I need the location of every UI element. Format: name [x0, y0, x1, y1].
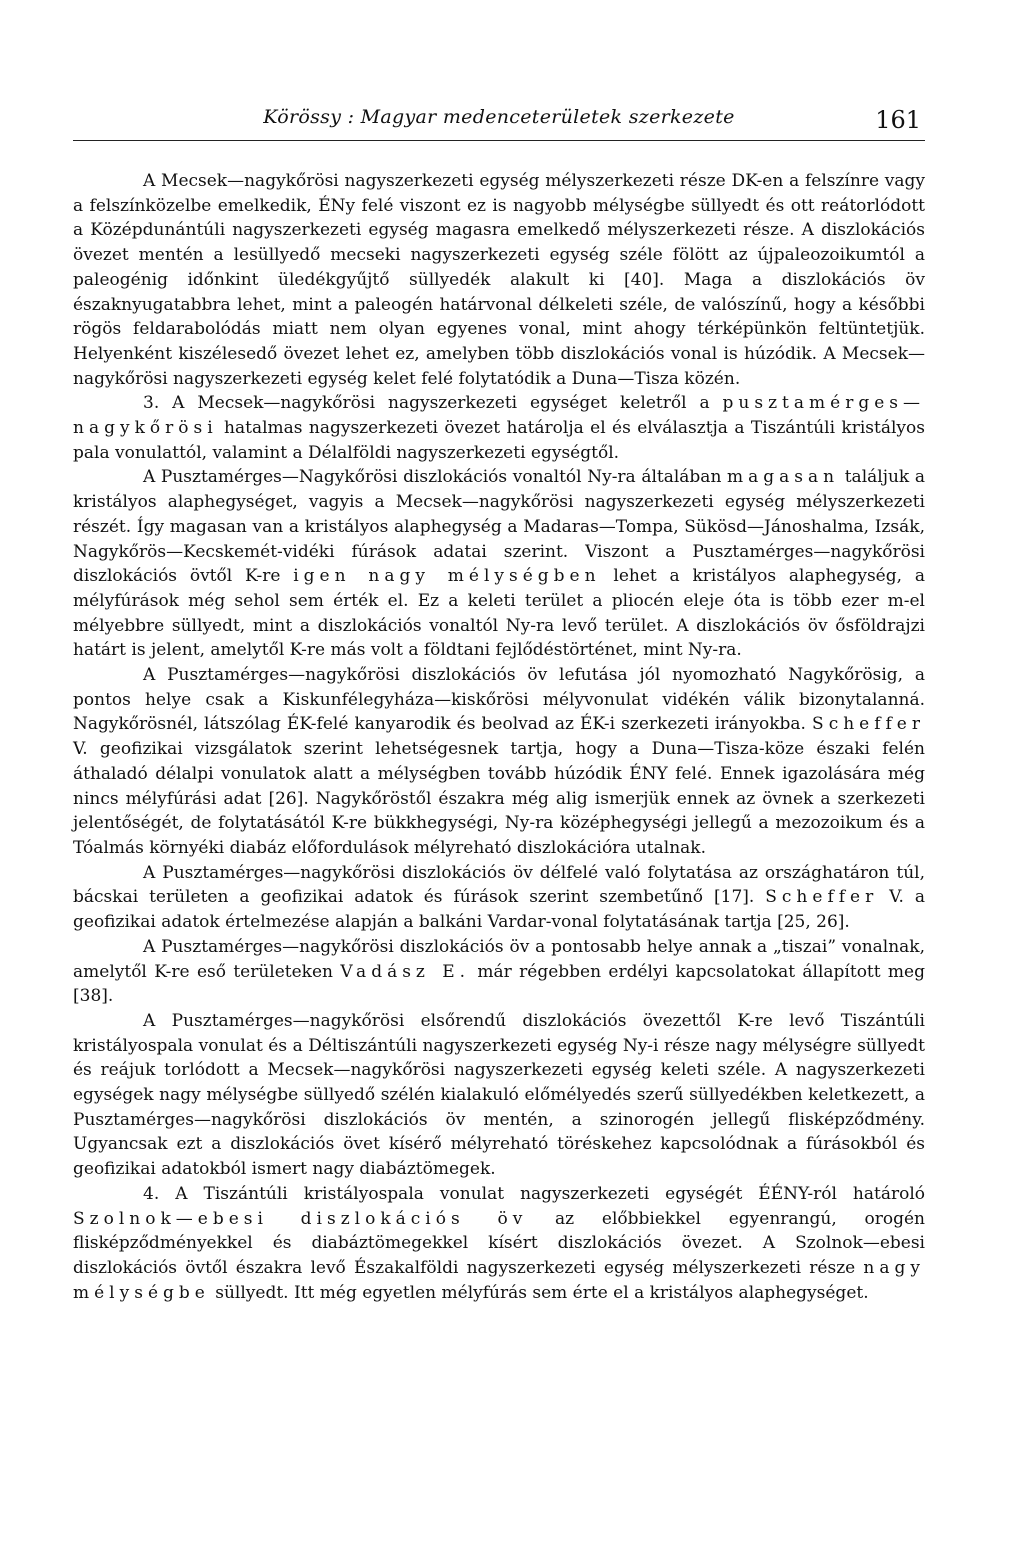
spaced-emphasis: magasan	[727, 467, 840, 488]
text-span: A Mecsek—nagykőrösi nagyszerkezeti egység mélyszerkezeti része DK-en a felszínre vagy a felszínközelbe emelkedik, ÉNy felé viszont ez is nagyobb mélységbe süllyedt és ott reátorlódott a Középdunántúli nagyszerkezeti egység magasra emelkedő mélyszerkezeti része. A diszlokációs övezet mentén a lesüllyedő mecseki nagyszerkezeti egység széle fölött az újpaleozoikumtól a paleogénig időnkint üledékgyűjtő süllyedék alakult ki [40]. Maga a diszlokációs öv északnyugatabbra lehet, mint a paleogén határvonal délkeleti széle, de valószínű, hogy a későbbi rögös feldarabolódás miatt nem olyan egyenes vonal, mint ahogy térképünkön feltüntetjük. Helyenként kiszélesedő övezet lehet ez, amelyben több diszlokációs vonal is húzódik. A Mecsek—nagykőrösi nagyszerkezeti egység kelet felé folytatódik a Duna—Tisza közén.	[73, 171, 925, 389]
text-span: A Pusztamérges—nagykőrösi diszlokációs öv a pontosabb helye annak a „tiszai” vonalnak, amelytől K-re eső területeken	[73, 936, 925, 982]
paragraph-crystalline-basement	[73, 465, 925, 663]
author-name-spaced: Scheffer	[765, 887, 879, 908]
spaced-emphasis: Szolnok—ebesi diszlokációs öv	[73, 1208, 528, 1229]
text-span: süllyedt. Itt még egyetlen mélyfúrás sem érte el a kristályos alaphegységet.	[209, 1282, 869, 1303]
text-span: már régebben erdélyi kapcsolatokat állapított meg [38].	[73, 961, 925, 1007]
paragraph-flysch-formation	[73, 1009, 925, 1182]
paragraph-mecsek-deep-structure	[73, 169, 925, 391]
text-span: lehet a kristályos alaphegység, a mélyfúrások még sehol sem érték el. Ez a keleti terület a pliocén eleje óta is több ezer m-el mélyebbre süllyedt, mint a diszlokációs vonaltól Ny-ra levő terület. A diszlokációs öv ősföldrajzi határt is jelent, amelytől K-re más volt a földtani fejlődéstörténet, mint Ny-ra.	[73, 566, 925, 661]
running-title: Körössy : Magyar medenceterületek szerkezete	[263, 106, 735, 128]
paragraph-southern-continuation	[73, 861, 925, 935]
paragraph-section-3	[73, 391, 925, 465]
running-header	[73, 100, 925, 141]
text-span: A Pusztamérges—nagykőrösi diszlokációs öv lefutása jól nyomozható Nagykőrösig, a pontos helye csak a Kiskunfélegyháza—kiskőrösi mélyvonulat vidékén válik bizonytalanná. Nagykőrösnél, látszólag ÉK-felé kanyarodik és beolvad az ÉK-i szerkezeti irányokba.	[73, 665, 925, 735]
text-span: V. geofizikai vizsgálatok szerint lehetségesnek tartja, hogy a Duna—Tisza-köze északi felén áthaladó délalpi vonulatok alatt a mélységben tovább húzódik ÉNY felé. Ennek igazolására még nincs mélyfúrási adat [26]. Nagykőröstől északra még alig ismerjük ennek az övnek a szerkezeti jelentőségét, de folytatásától K-re bükkhegységi, Ny-ra középhegységi jellegű a mezozoikum és a Tóalmás környéki diabáz előfordulások mélyreható diszlokációra utalnak.	[73, 739, 925, 858]
spaced-emphasis: pusztamérges—nagykőrösi	[73, 393, 925, 439]
author-name-spaced: Scheffer	[812, 714, 925, 735]
document-page	[73, 100, 925, 1305]
text-span: találjuk a kristályos alaphegységet, vagyis a Mecsek—nagykőrösi nagyszerkezeti egység mélyszerkezeti részét. Így magasan van a kristályos alaphegység a Madaras—Tompa, Sükösd—Jánoshalma, Izsák, Nagykőrös—Kecskemét-vidéki fúrások adatai szerint. Viszont a Pusztamérges—nagykőrösi diszlokációs övtől K-re	[73, 467, 925, 587]
text-span: 4. A Tiszántúli kristályospala vonulat nagyszerkezeti egységét ÉÉNY-ról határoló	[143, 1183, 925, 1204]
author-name-spaced: Vadász E.	[340, 961, 471, 982]
body-text	[73, 169, 925, 1305]
text-span: A Pusztamérges—nagykőrösi elsőrendű diszlokációs övezettől K-re levő Tiszántúli kristályospala vonulat és a Déltiszántúli nagyszerkezeti egység Ny-i része nagy mélységre süllyedt és reájuk torlódott a Mecsek—nagykőrösi nagyszerkezeti egység keleti széle. A nagyszerkezeti egységek nagy mélységbe süllyedő szélén kialakuló előmélyedés szerű süllyedékben keletkezett, a Pusztamérges—nagykőrösi diszlokációs öv mentén, a szinorogén jellegű flisképződmény. Ugyancsak ezt a diszlokációs övet kísérő mélyreható töréskehez kapcsolódnak a fúrásokból és geofizikai adatokból ismert nagy diabáztömegek.	[73, 1010, 925, 1180]
text-span: 3. A Mecsek—nagykőrösi nagyszerkezeti egységet keletről a	[143, 393, 723, 414]
paragraph-tiszai-line	[73, 935, 925, 1009]
spaced-emphasis: igen nagy mélységben	[293, 566, 601, 587]
text-span: A Pusztamérges—Nagykőrösi diszlokációs vonaltól Ny-ra általában	[143, 467, 728, 488]
paragraph-course-of-zone	[73, 663, 925, 861]
spaced-emphasis: nagy mélységbe	[73, 1257, 925, 1303]
text-span: V. a geofizikai adatok értelmezése alapján a balkáni Vardar-vonal folytatásának tartja [25, 26].	[73, 887, 925, 933]
page-number: 161	[875, 106, 921, 134]
text-span: az előbbiekkel egyenrangú, orogén flisképződményekkel és diabáztömegekkel kísért diszlokációs övezet. A Szolnok—ebesi diszlokációs övtől északra levő Északalföldi nagyszerkezeti egység mélyszerkezeti része	[73, 1208, 925, 1278]
text-span: A Pusztamérges—nagykőrösi diszlokációs öv délfelé való folytatása az országhatáron túl, bácskai területen a geofizikai adatok és fúrások szerint szembetűnő [17].	[73, 862, 925, 908]
text-span: hatalmas nagyszerkezeti övezet határolja el és elválasztja a Tiszántúli kristályos pala vonulattól, valamint a Délalföldi nagyszerkezeti egységtől.	[73, 418, 925, 463]
paragraph-section-4	[73, 1182, 925, 1306]
